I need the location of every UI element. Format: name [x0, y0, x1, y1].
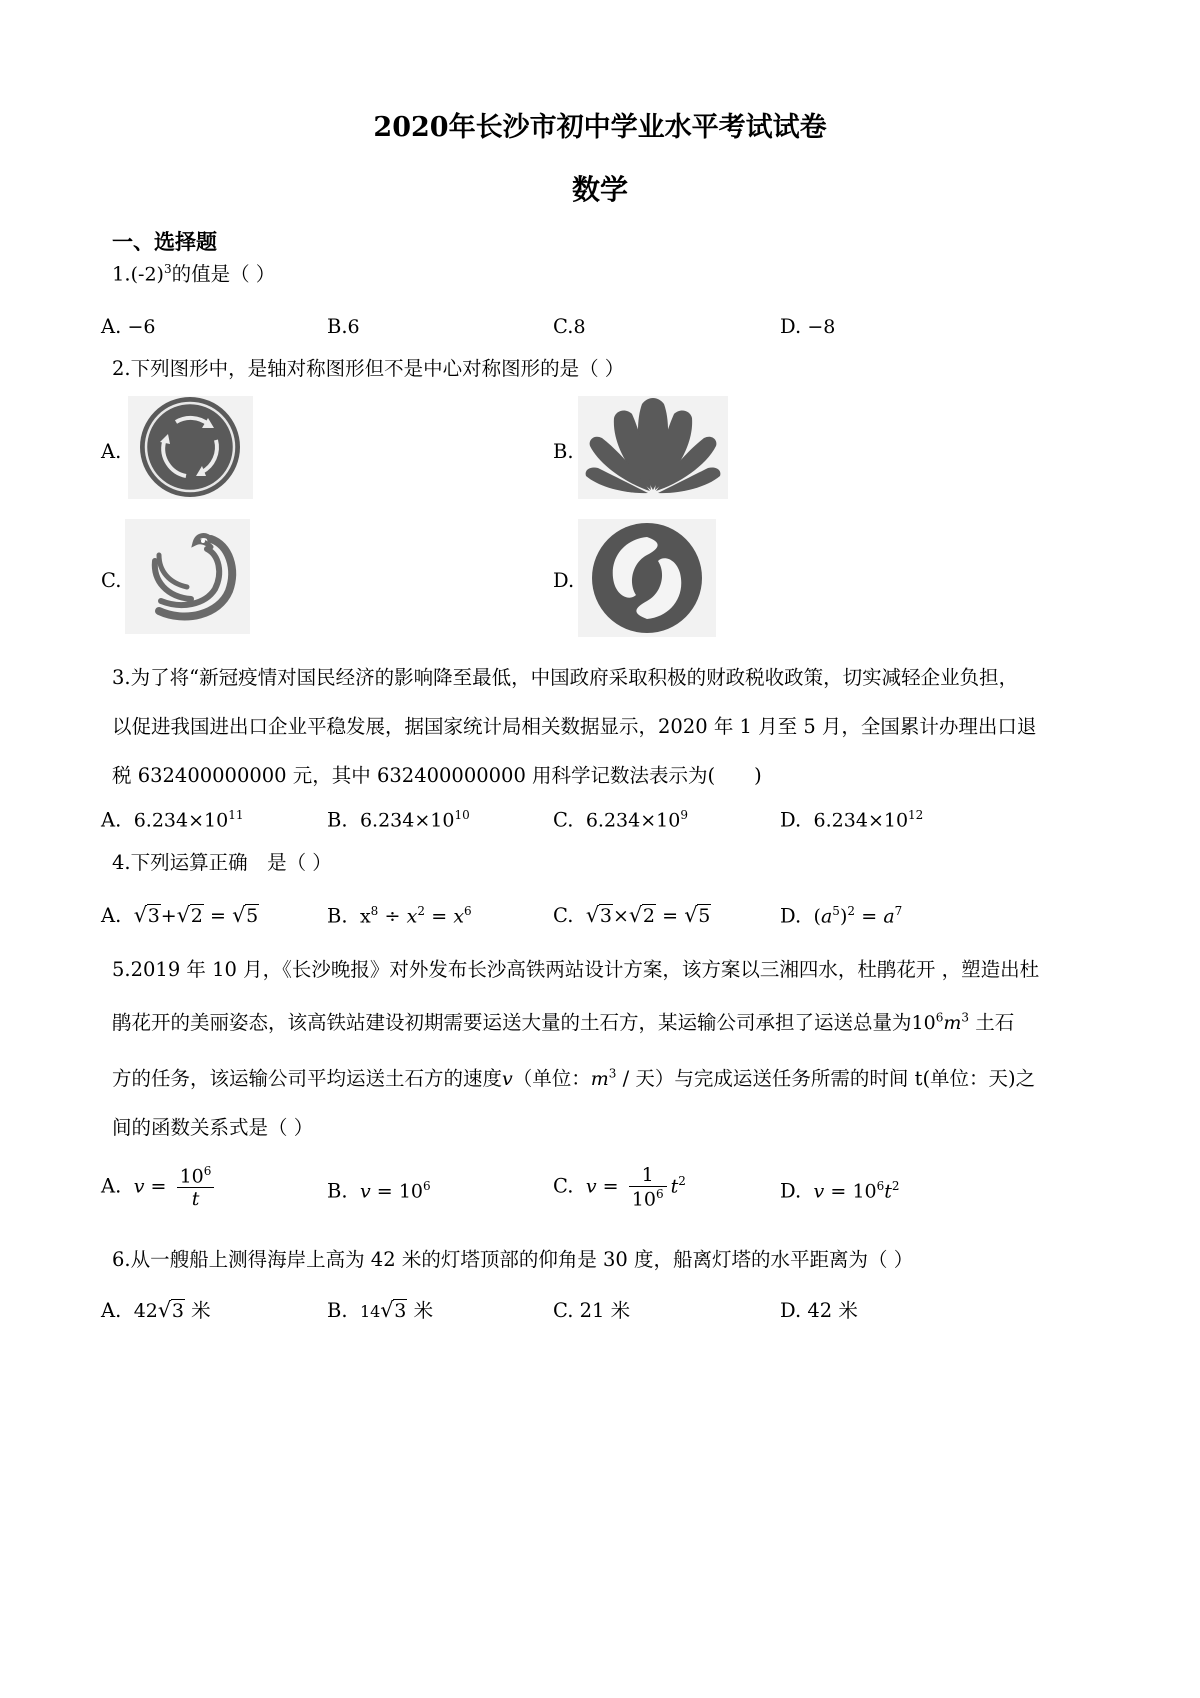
q2-option-a-label: A.: [101, 440, 122, 463]
q5-option-c[interactable]: [553, 1164, 686, 1210]
option-letter: B.: [327, 315, 348, 338]
question-text: 鹃花开的美丽姿态，该高铁站建设初期需要运送大量的土石方，某运输公司承担了运送总量为: [112, 1011, 912, 1034]
math-exponent: 2: [417, 904, 425, 918]
radicand: 5: [246, 905, 259, 927]
math-exponent: 5: [832, 904, 840, 918]
math-exponent: 11: [228, 808, 244, 822]
q6-option-d[interactable]: [780, 1295, 858, 1323]
q6-option-c[interactable]: [553, 1295, 630, 1323]
operator: +: [160, 905, 177, 927]
sqrt-term: [232, 905, 259, 927]
numerator: [177, 1164, 215, 1188]
option-text: 6.234×10: [359, 809, 455, 832]
option-text: 6.234×10: [133, 809, 229, 832]
option-text: 6.234×10: [585, 809, 681, 832]
numerator: 1: [629, 1164, 667, 1187]
math-base: (-2): [130, 263, 164, 286]
math-base: x: [406, 905, 418, 928]
option-letter: C.: [553, 808, 574, 832]
option-letter: A.: [101, 808, 122, 832]
math-base: a: [883, 905, 895, 928]
coefficient: 14: [359, 1302, 381, 1321]
math-exponent: 9: [680, 808, 688, 822]
q2-option-b[interactable]: [578, 396, 728, 503]
option-letter: B.: [327, 904, 348, 928]
math-exponent: 2: [891, 1179, 900, 1193]
q4-option-d[interactable]: D. $(a^5)^2 = a^7$: [780, 904, 903, 928]
math-exponent: 10: [454, 808, 470, 822]
q2-option-c[interactable]: [125, 519, 250, 638]
option-letter: C.: [553, 1174, 574, 1198]
denominator: t: [191, 1188, 200, 1211]
q3-option-a[interactable]: [101, 808, 243, 832]
option-letter: D.: [780, 1179, 802, 1203]
equation-lhs: v =: [585, 1175, 619, 1198]
radicand: 3: [147, 905, 160, 927]
q4-option-c[interactable]: [553, 904, 711, 927]
radicand: 3: [171, 1300, 184, 1322]
phoenix-swirl-logo-icon: [125, 519, 250, 634]
option-letter: B.: [327, 1179, 348, 1203]
fraction: [177, 1164, 215, 1210]
question-5-line-1: 5.2019 年 10 月，《长沙晚报》对外发布长沙高铁两站设计方案，该方案以三湘四水，杜鹃花开 ，塑造出杜: [112, 958, 1040, 981]
option-letter: A.: [101, 904, 122, 927]
option-letter: B.: [327, 1299, 348, 1322]
question-text: 土石: [969, 1011, 1015, 1034]
fraction: [629, 1164, 667, 1210]
math-exponent: 7: [894, 904, 903, 918]
math-exponent: 3: [961, 1010, 970, 1025]
coefficient: 42: [133, 1300, 158, 1322]
math-exponent: 3: [163, 262, 172, 276]
option-letter: D.: [780, 904, 802, 928]
question-text: / 天）与完成运送任务所需的时间 t(单位：天)之: [616, 1067, 1036, 1090]
option-text: −8: [807, 316, 836, 338]
radicand: 2: [190, 905, 203, 927]
unit-text: 米: [413, 1299, 434, 1322]
question-text: （单位：: [512, 1067, 591, 1090]
q5-option-b[interactable]: [327, 1179, 431, 1203]
q3-option-d[interactable]: [780, 808, 923, 832]
operator: ×: [612, 905, 629, 927]
q4-option-a[interactable]: [101, 904, 259, 927]
sqrt-term: [177, 905, 204, 927]
math-exponent: 6: [655, 1187, 664, 1201]
math-unit: m: [943, 1012, 962, 1034]
sqrt-term: [629, 905, 656, 927]
q4-option-b[interactable]: [327, 904, 472, 928]
exam-title: 2020年长沙市初中学业水平考试试卷: [373, 112, 827, 143]
math-base: 10: [631, 1188, 656, 1211]
q3-option-c[interactable]: [553, 808, 688, 832]
fan-petals-logo-icon: [578, 396, 728, 499]
equation-lhs: v =: [813, 1180, 847, 1203]
subject-title: 数学: [571, 173, 628, 206]
equals-sign: =: [662, 905, 679, 927]
math-base: 10: [852, 1180, 877, 1203]
q2-option-d-label: D.: [553, 569, 575, 592]
math-exponent: 6: [423, 1179, 431, 1193]
option-letter: A.: [101, 315, 122, 338]
math-variable: t: [670, 1175, 679, 1198]
question-3-line-2: 以促进我国进出口企业平稳发展，据国家统计局相关数据显示，2020 年 1 月至 5 月，全国累计办理出口退: [112, 715, 1037, 738]
q5-option-d[interactable]: [780, 1179, 900, 1203]
q5-option-a[interactable]: [101, 1164, 218, 1210]
question-text: 的值是（ ）: [171, 262, 276, 286]
radicand: 3: [599, 905, 612, 927]
option-letter: B.: [327, 808, 348, 832]
option-letter: D.: [780, 315, 802, 338]
radicand: 2: [642, 905, 655, 927]
question-number: 1.: [112, 262, 131, 286]
math-base: 10: [911, 1012, 936, 1034]
equals-sign: =: [431, 905, 448, 928]
option-letter: A.: [101, 1299, 122, 1322]
q1-option-c[interactable]: [553, 315, 586, 338]
equation-lhs: v =: [359, 1180, 393, 1203]
question-3-line-1: 3.为了将“新冠疫情对国民经济的影响降至最低，中国政府采取积极的财政税收政策，切实减轻企业负担，: [112, 666, 1019, 689]
math-variable: t: [884, 1180, 892, 1203]
q6-option-b[interactable]: [327, 1295, 433, 1323]
option-text: 8: [573, 316, 586, 338]
equation-lhs: v =: [133, 1175, 167, 1198]
sqrt-term: [684, 905, 711, 927]
option-letter: C.: [553, 904, 574, 927]
equals-sign: =: [861, 905, 878, 928]
denominator: [629, 1187, 667, 1210]
sqrt-term: [158, 1300, 185, 1322]
circular-arrows-logo-icon: [128, 396, 253, 499]
option-letter: D.: [780, 808, 802, 832]
math-base: x: [453, 905, 465, 928]
q3-option-b[interactable]: [327, 808, 470, 832]
question-6-stem: 6.从一艘船上测得海岸上高为 42 米的灯塔顶部的仰角是 30 度，船离灯塔的水平距离为（ ）: [112, 1248, 914, 1271]
option-text: 42 米: [807, 1299, 858, 1322]
radicand: 3: [394, 1300, 407, 1322]
math-exponent: 3: [608, 1066, 617, 1081]
q6-option-a[interactable]: [101, 1295, 211, 1323]
equals-sign: =: [210, 905, 226, 927]
option-letter: C.: [553, 315, 574, 338]
sqrt-term: [134, 905, 161, 927]
section-heading: 一、选择题: [112, 229, 217, 254]
math-exponent: 12: [908, 808, 924, 822]
math-base: 10: [179, 1165, 204, 1188]
math-base: a: [820, 905, 833, 928]
q2-option-c-label: C.: [101, 569, 122, 592]
option-text: 6.234×10: [813, 809, 909, 832]
math-exponent: 6: [935, 1010, 944, 1025]
yin-yang-swirl-logo-icon: [578, 519, 716, 637]
sqrt-term: [380, 1300, 407, 1322]
math-exponent: 6: [464, 904, 472, 918]
radicand: 5: [698, 905, 711, 927]
question-5-line-2: [112, 1007, 1014, 1035]
option-text: 21 米: [579, 1299, 631, 1322]
math-exponent: 8: [370, 904, 379, 918]
math-variable: v: [502, 1068, 513, 1090]
question-4-stem: 4.下列运算正确 是（ ）: [112, 851, 332, 874]
math-exponent: 2: [678, 1174, 686, 1189]
question-2-stem: 2.下列图形中，是轴对称图形但不是中心对称图形的是（ ）: [112, 357, 625, 380]
math-exponent: 6: [876, 1179, 885, 1193]
q1-option-a[interactable]: [101, 315, 156, 338]
option-text: 6: [347, 316, 360, 338]
question-5-line-4: 间的函数关系式是（ ）: [112, 1116, 314, 1139]
math-unit: m: [590, 1068, 609, 1090]
unit-text: 米: [191, 1299, 211, 1322]
option-text: −6: [127, 316, 156, 338]
q2-option-a[interactable]: [128, 396, 253, 503]
math-exponent: 2: [847, 904, 855, 918]
math-exponent: 6: [203, 1164, 212, 1178]
option-letter: D.: [780, 1299, 802, 1322]
question-text: 方的任务，该运输公司平均运送土石方的速度: [112, 1067, 503, 1090]
operator: ÷: [384, 905, 401, 928]
question-1-stem: [112, 263, 275, 285]
q2-option-d[interactable]: [578, 519, 716, 641]
option-letter: C.: [553, 1299, 574, 1322]
question-5-line-3: [112, 1063, 1035, 1091]
math-base: 10: [398, 1180, 424, 1203]
q2-option-b-label: B.: [553, 440, 574, 463]
q1-option-b[interactable]: [327, 315, 360, 338]
math-base: x: [359, 905, 371, 928]
question-3-line-3: 税 632400000000 元，其中 632400000000 用科学记数法表示为( ): [112, 764, 762, 787]
option-letter: A.: [101, 1174, 122, 1198]
q1-option-d[interactable]: [780, 315, 835, 338]
sqrt-term: [586, 905, 613, 927]
